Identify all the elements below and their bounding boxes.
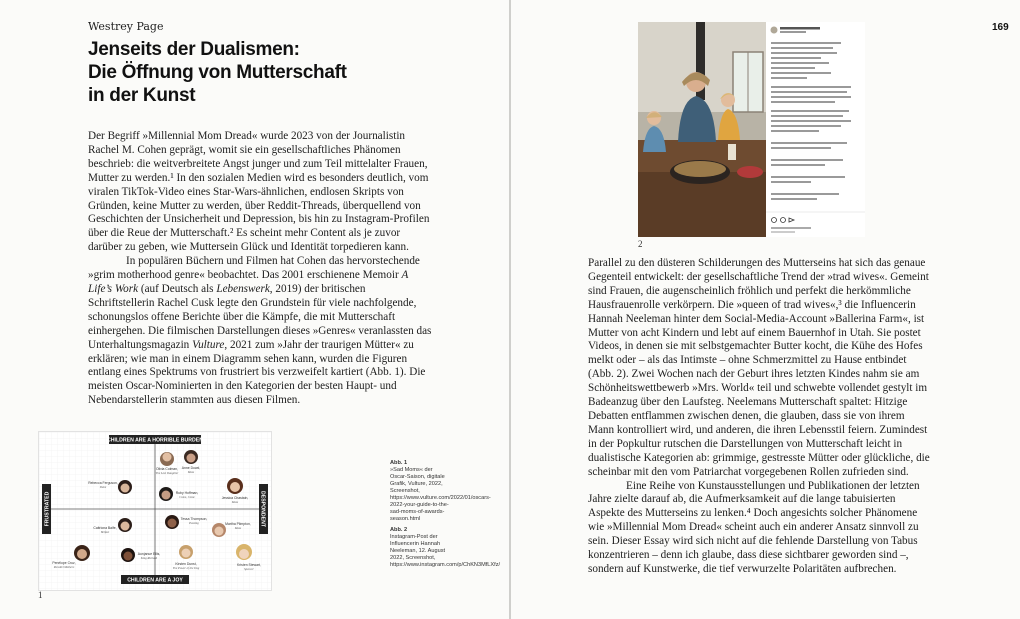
person-name: Tessa Thompson, — [180, 517, 208, 521]
person-name: Olivia Colman, — [155, 467, 179, 471]
title-line-3: in der Kunst — [88, 85, 196, 106]
article-title — [88, 38, 418, 107]
figure-1-sad-moms-diagram — [38, 431, 272, 591]
figure-2-instagram-photo — [638, 22, 865, 237]
person-film: The Power of the Dog — [172, 566, 200, 570]
caption-1-text: »Sad Moms« der Oscar-Saison, digitale Grafik, Vulture, 2022, Screenshot, https://www.vulture.com/2022/01/oscars-2022-your-guide-to-the-sad-moms-of-awards-season.html — [390, 467, 491, 522]
caption-1-head: Abb. 1 — [390, 460, 408, 466]
paragraph-2-part-4: , 2021 zum »Jahr der traurigen Mütter« zu erklären; wie man in einem Diagramm sehen kann, wurden die Figuren entlang eines Spektrums von frustriert bis verzweifelt kartiert (Abb. 1). Die meisten Oscar-Nominierten in den Kategorien der besten Haupt- und Nebendarstellerin stammten aus diesen Filmen. — [88, 338, 426, 407]
book-title-german-italic: Lebenswerk — [216, 282, 270, 295]
figure-captions — [390, 460, 501, 573]
right-page — [511, 0, 1020, 619]
person-name: Anne Dowd, — [181, 466, 201, 470]
person-film: Dune — [99, 485, 107, 489]
instagram-comments-panel — [766, 22, 865, 237]
caption-1 — [390, 460, 491, 523]
person-name: Aunjanue Ellis, — [137, 552, 161, 556]
axis-left-label: FRUSTRATED — [44, 491, 51, 527]
person-film: Parallel Mothers — [53, 565, 75, 569]
caption-2 — [390, 527, 501, 569]
book-title-italic: A Life’s Work — [88, 269, 409, 295]
caption-2-head: Abb. 2 — [390, 527, 408, 533]
person-name: Penélope Cruz, — [52, 561, 76, 565]
left-page — [0, 0, 509, 619]
title-line-2: Die Öffnung von Mutterschaft — [88, 62, 347, 83]
paragraph-1: Der Begriff »Millennial Mom Dread« wurde 2023 von der Journalistin Rachel M. Cohen geprägt, womit sie ein gesellschaftliches Phänomen beschrieb: die weitverbreitete Angst junger und zum Teil mittelalter Frauen, Mutter zu werden.¹ In den sozialen Medien wird es besonders deutlich, vom viralen TikTok-Video eines Star-Wars-ähnlichen, endlosen Skripts von Gründen, keine Mutter zu werden, über Reddit-Threads, überquellend von Geschichten der Unsicherheit und Depression, bis hin zu Instagram-Profilen über die Reue der Mutterschaft.² Es scheint mehr Content als je zuvor darüber zu geben, wie Muttersein Glück und Identität torpedieren kann. — [88, 130, 430, 254]
person-name: Caitriona Balfe, — [93, 526, 117, 530]
running-head: Westrey Page — [88, 20, 164, 33]
page-number: 169 — [992, 22, 1009, 33]
person-name: Martha Plimpton, — [225, 522, 251, 526]
person-film: Mass — [234, 526, 242, 530]
axis-right-label: DESPONDENT — [259, 490, 266, 528]
title-line-1: Jenseits der Dualismen: — [88, 39, 300, 60]
person-film: Spencer — [244, 567, 254, 571]
diagram-svg — [39, 432, 271, 590]
person-name: Ruby Hoffman, — [175, 491, 199, 495]
right-paragraph-1: Parallel zu den düsteren Schilderungen des Mutterseins hat sich das genaue Gegenteil entwickelt: der gesellschaftliche Trend der »trad wives«. Gemeint sind Frauen, die augenscheinlich fröhlich und perfekt die herkömmliche Hausfrauenrolle verkörpern. Die »queen of trad wives«,³ die Influencerin Hannah Neeleman hinter dem Social-Media-Account »Ballerina Farm«, ist Mutter von acht Kindern und lebt auf einem Bauernhof in Utah. Sie postet Videos, in denen sie mit selbstgemachter Butter kocht, die Kühe des Hofes melkt oder – als das Intimste – ohne Schmerzmittel zu Hause entbindet (Abb. 2). Zwei Wochen nach der Geburt ihres letzten Kindes nahm sie am Schönheitswettbewerb »Mrs. World« teil und schwebte vollendet gestylt im Badeanzug über den Laufsteg. Neelemans Mutterschaft spaltet: Hitzige Debatten entflammen zwischen denen, die glauben, dass sie von ihrem Mann kontrolliert wird, und anderen, die ihren Lebensstil feiern. Zumindest in der Popkultur rutschen die Darstellungen von Mutterschaft leicht in dualistische Kategorien ab: grimmige, gestresste Mütter oder glückliche, die scheinbar mit den vom Patriarchat vorgegebenen Rollen zufrieden sind. — [588, 257, 930, 478]
right-paragraph-2: Eine Reihe von Kunstausstellungen und Publikationen der letzten Jahre zielte darauf ab, die Aufmerksamkeit auf die lange tabuisierten Aspekte des Mutterseins zu lenken.⁴ Doch angesichts solcher Phänomene wie »Millennial Mom Dread« scheint auch ein anderer Ansatz sinnvoll zu sein. Dieser Essay wird sich nicht auf die fehlende Darstellung von Tabus konzentrieren – denn ich glaube, dass diese sichtbarer geworden sind –, sondern auf Kunstwerke, die tief verwurzelte Polaritäten aufbrechen. — [588, 479, 920, 575]
person-film: The Lost Daughter — [155, 471, 179, 475]
person-film: King Richard — [140, 556, 158, 560]
paragraph-2-part-3: , 2019) der britischen Schriftstellerin Rachel Cusk legte den Grundstein für viele nachfolgende, schonungslos offene Berichte über die Kämpfe, die mit Mutterschaft einhergehen. Die filmischen Darstellungen dieses »Genres« veranlassten das Unterhaltungsmagazin — [88, 282, 432, 351]
person-name: Kristen Stewart, — [237, 563, 261, 567]
right-body-text — [588, 257, 933, 577]
paragraph-2-part-2: (auf Deutsch als — [138, 282, 217, 295]
person-name: Rebecca Ferguson, — [88, 481, 118, 485]
paragraph-2-part-1: In populären Büchern und Filmen hat Cohen das hervorstechende »grim motherhood genre« beobachtet. Das 2001 erschienene Memoir — [88, 255, 420, 282]
person-film: Mass — [231, 500, 239, 504]
person-film: Mass — [187, 470, 195, 474]
person-film: Passing — [189, 521, 199, 525]
figure-2-number: 2 — [638, 239, 643, 249]
photo-svg — [638, 22, 865, 237]
person-film: Belfast — [100, 530, 110, 534]
person-film: Come, Come — [179, 495, 195, 499]
person-name: Jessica Chastain, — [221, 496, 249, 500]
person-name: Kirsten Dunst, — [175, 562, 197, 566]
caption-2-text: Instagram-Post der Influencerin Hannah Neeleman, 12. August 2022, Screenshot, https://www.instagram.com/p/ChKN3MfLXfz/ — [390, 534, 501, 568]
avatar — [771, 27, 778, 34]
paragraph-2 — [88, 255, 433, 408]
magazine-title-italic: Vulture — [192, 338, 225, 351]
axis-bottom-label: CHILDREN ARE A JOY — [127, 577, 183, 584]
figure-1-number: 1 — [38, 590, 43, 600]
axis-top-label: CHILDREN ARE A HORRIBLE BURDEN — [107, 437, 203, 444]
left-body-text — [88, 130, 433, 408]
